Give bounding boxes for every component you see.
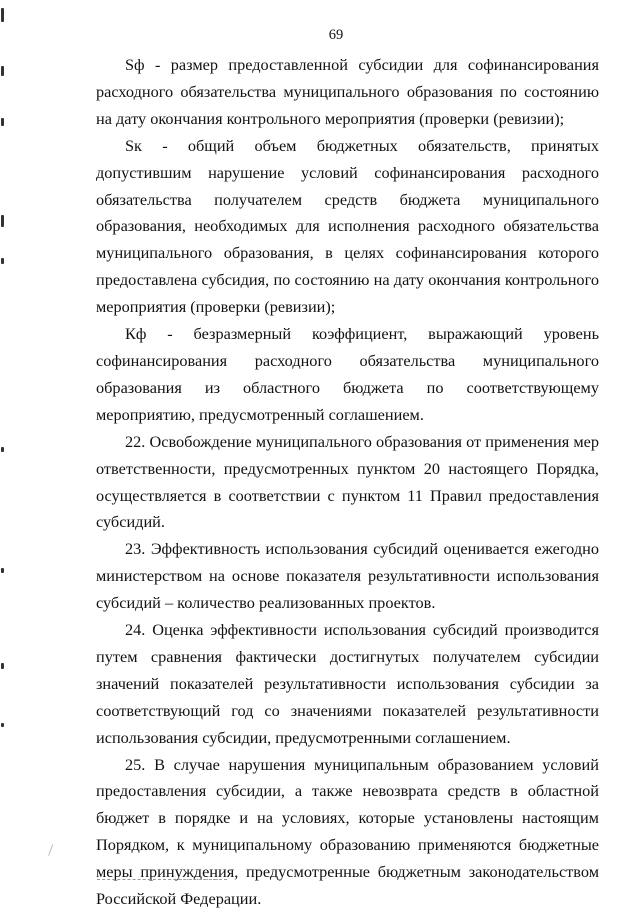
paragraph-clause-23: 23. Эффективность использования субсидий оценивается ежегодно министерством на основе показателя результативности использования субсидий – количество реализованных проектов. xyxy=(96,539,599,613)
paragraph-sf-definition: Sф - размер предоставленной субсидии для софинансирования расходного обязательства муниципального образования по состоянию на дату окончания контрольного мероприятия (проверки (ревизии); xyxy=(96,55,599,128)
scan-edge-artifacts xyxy=(0,0,6,905)
scan-stray-mark xyxy=(48,844,59,858)
paragraph-clause-25: 25. В случае нарушения муниципальным образованием условий предоставления субсидии, а также невозврата средств в областной бюджет в порядке и на условиях, которые установлены настоящим Порядком, к муниципальному образованию применяются бюджетные меры принуждения, предусмотренные бюджетным законодательством Российской Федерации. xyxy=(96,754,599,909)
paragraph-sk-definition: Sк - общий объем бюджетных обязательств, принятых допустившим нарушение условий софинансирования расходного обязательства получателем средств бюджета муниципального образования, необходимых для исполнения расходного обязательства муниципального образования, в целях софинансирования которого предоставлена субсидия, по состоянию на дату окончания контрольного мероприятия (проверки (ревизии); xyxy=(96,135,599,317)
paragraph-clause-22: 22. Освобождение муниципального образования от применения мер ответственности, предусмотренных пунктом 20 настоящего Порядка, осуществляется в соответствии с пунктом 11 Правил предоставления субсидий. xyxy=(96,431,599,532)
paragraph-clause-24: 24. Оценка эффективности использования субсидий производится путем сравнения фактически достигнутых получателем субсидии значений показателей результативности использования субсидии за соответствующий год со значениями показателей результативности использования субсидии, предусмотренными соглашением. xyxy=(96,620,599,747)
body-text xyxy=(96,52,599,913)
page-number: 69 xyxy=(328,27,344,43)
scan-bottom-rule-dotted xyxy=(180,879,220,880)
paragraph-kf-definition: Кф - безразмерный коэффициент, выражающий уровень софинансирования расходного обязательства муниципального образования из областного бюджета по соответствующему мероприятию, предусмотренный соглашением. xyxy=(96,324,599,424)
